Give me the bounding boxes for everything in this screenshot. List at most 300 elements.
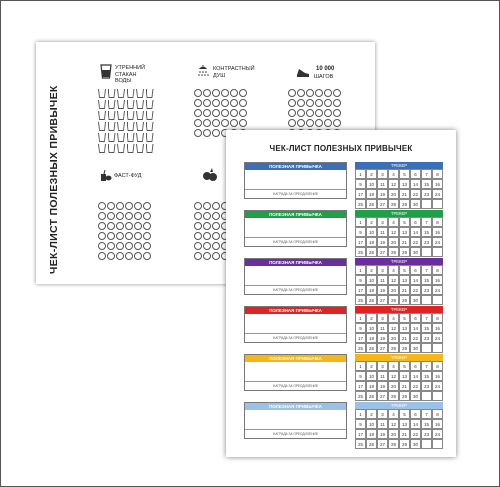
tracker-glass[interactable]: [127, 111, 135, 120]
day-cell[interactable]: 14: [410, 227, 421, 237]
tracker-circle[interactable]: [143, 252, 151, 260]
day-cell[interactable]: 8: [432, 313, 443, 323]
tracker-circle[interactable]: [306, 109, 314, 117]
day-cell[interactable]: 30: [410, 439, 421, 449]
day-cell[interactable]: 19: [377, 285, 388, 295]
day-cell[interactable]: [421, 247, 432, 257]
tracker-glass[interactable]: [117, 111, 125, 120]
day-cell[interactable]: 15: [421, 323, 432, 333]
day-cell[interactable]: 27: [377, 295, 388, 305]
day-cell[interactable]: 2: [366, 409, 377, 419]
tracker-circle[interactable]: [212, 89, 220, 97]
day-cell[interactable]: 7: [421, 265, 432, 275]
tracker-circle[interactable]: [107, 252, 115, 260]
tracker-glass[interactable]: [146, 89, 154, 98]
tracker-circle[interactable]: [288, 119, 296, 127]
day-cell[interactable]: 23: [421, 429, 432, 439]
tracker-circle[interactable]: [134, 242, 142, 250]
day-cell[interactable]: 2: [366, 361, 377, 371]
tracker-circle[interactable]: [143, 202, 151, 210]
day-cell[interactable]: 21: [399, 189, 410, 199]
day-cell[interactable]: [421, 343, 432, 353]
day-cell[interactable]: 25: [355, 295, 366, 305]
tracker-circle[interactable]: [306, 89, 314, 97]
tracker-circle[interactable]: [143, 242, 151, 250]
day-cell[interactable]: 30: [410, 295, 421, 305]
day-cell[interactable]: 4: [388, 361, 399, 371]
tracker-circle[interactable]: [98, 252, 106, 260]
day-cell[interactable]: 13: [399, 227, 410, 237]
day-cell[interactable]: 18: [366, 333, 377, 343]
tracker-circle[interactable]: [125, 232, 133, 240]
day-cell[interactable]: 1: [355, 217, 366, 227]
day-cell[interactable]: 15: [421, 227, 432, 237]
tracker-glass[interactable]: [146, 111, 154, 120]
day-cell[interactable]: 22: [410, 237, 421, 247]
day-cell[interactable]: 12: [388, 419, 399, 429]
tracker-circle[interactable]: [239, 89, 247, 97]
tracker-glass[interactable]: [136, 100, 144, 109]
day-cell[interactable]: 1: [355, 169, 366, 179]
day-cell[interactable]: 15: [421, 371, 432, 381]
day-cell[interactable]: 16: [432, 275, 443, 285]
day-cell[interactable]: 8: [432, 361, 443, 371]
tracker-circle[interactable]: [143, 212, 151, 220]
day-cell[interactable]: 5: [399, 313, 410, 323]
tracker-circle[interactable]: [125, 242, 133, 250]
day-cell[interactable]: 4: [388, 265, 399, 275]
tracker-circle[interactable]: [212, 242, 220, 250]
day-cell[interactable]: 29: [399, 247, 410, 257]
day-cell[interactable]: [432, 199, 443, 209]
day-cell[interactable]: 1: [355, 313, 366, 323]
tracker-glass[interactable]: [108, 144, 116, 153]
tracker-circle[interactable]: [221, 119, 229, 127]
day-cell[interactable]: 26: [366, 199, 377, 209]
day-cell[interactable]: 4: [388, 313, 399, 323]
tracker-circle[interactable]: [203, 252, 211, 260]
day-cell[interactable]: 4: [388, 409, 399, 419]
day-cell[interactable]: 11: [377, 227, 388, 237]
day-cell[interactable]: 14: [410, 275, 421, 285]
tracker-circle[interactable]: [203, 212, 211, 220]
day-cell[interactable]: 11: [377, 179, 388, 189]
habit-box[interactable]: [244, 210, 347, 247]
tracker-circle[interactable]: [306, 99, 314, 107]
day-cell[interactable]: 29: [399, 439, 410, 449]
day-cell[interactable]: 24: [432, 381, 443, 391]
tracker-glass[interactable]: [127, 89, 135, 98]
tracker-circle[interactable]: [194, 212, 202, 220]
tracker-circle[interactable]: [203, 99, 211, 107]
day-cell[interactable]: 13: [399, 419, 410, 429]
tracker-glass[interactable]: [108, 122, 116, 131]
tracker-circle[interactable]: [239, 99, 247, 107]
day-cell[interactable]: 22: [410, 189, 421, 199]
day-cell[interactable]: [421, 439, 432, 449]
day-cell[interactable]: 21: [399, 333, 410, 343]
tracker-circle[interactable]: [324, 89, 332, 97]
day-cell[interactable]: 6: [410, 361, 421, 371]
tracker-circle[interactable]: [134, 222, 142, 230]
tracker-circle[interactable]: [203, 232, 211, 240]
day-cell[interactable]: 10: [366, 371, 377, 381]
day-cell[interactable]: 29: [399, 199, 410, 209]
tracker-circle[interactable]: [324, 119, 332, 127]
day-cell[interactable]: 1: [355, 265, 366, 275]
tracker-circle[interactable]: [194, 129, 202, 137]
tracker-circle[interactable]: [125, 222, 133, 230]
day-cell[interactable]: 22: [410, 381, 421, 391]
tracker-circle[interactable]: [297, 99, 305, 107]
day-cell[interactable]: 3: [377, 409, 388, 419]
day-cell[interactable]: 27: [377, 391, 388, 401]
tracker-circle[interactable]: [194, 232, 202, 240]
day-cell[interactable]: 24: [432, 333, 443, 343]
day-cell[interactable]: 26: [366, 391, 377, 401]
tracker-circle[interactable]: [107, 202, 115, 210]
day-cell[interactable]: 26: [366, 439, 377, 449]
tracker-circle[interactable]: [288, 99, 296, 107]
tracker-circle[interactable]: [194, 202, 202, 210]
tracker-glass[interactable]: [117, 122, 125, 131]
tracker-glass[interactable]: [146, 133, 154, 142]
tracker-circle[interactable]: [297, 89, 305, 97]
tracker-circle[interactable]: [125, 212, 133, 220]
tracker-circle[interactable]: [230, 119, 238, 127]
day-cell[interactable]: 5: [399, 169, 410, 179]
day-cell[interactable]: 8: [432, 409, 443, 419]
tracker-circle[interactable]: [203, 222, 211, 230]
day-cell[interactable]: [432, 391, 443, 401]
day-cell[interactable]: 22: [410, 285, 421, 295]
day-cell[interactable]: 20: [388, 381, 399, 391]
day-cell[interactable]: 10: [366, 179, 377, 189]
day-cell[interactable]: 15: [421, 419, 432, 429]
tracker-glass[interactable]: [136, 144, 144, 153]
habit-box[interactable]: [244, 162, 347, 199]
tracker-circle[interactable]: [239, 109, 247, 117]
tracker-glass[interactable]: [98, 100, 106, 109]
day-cell[interactable]: 16: [432, 179, 443, 189]
day-cell[interactable]: 20: [388, 285, 399, 295]
tracker-glass[interactable]: [127, 100, 135, 109]
day-cell[interactable]: [421, 199, 432, 209]
tracker-circle[interactable]: [324, 109, 332, 117]
day-cell[interactable]: 14: [410, 323, 421, 333]
day-cell[interactable]: 13: [399, 275, 410, 285]
day-cell[interactable]: 20: [388, 429, 399, 439]
day-cell[interactable]: [432, 343, 443, 353]
tracker-glass[interactable]: [108, 111, 116, 120]
tracker-circle[interactable]: [107, 242, 115, 250]
day-cell[interactable]: 24: [432, 189, 443, 199]
day-cell[interactable]: 11: [377, 323, 388, 333]
day-cell[interactable]: 29: [399, 343, 410, 353]
tracker-circle[interactable]: [288, 89, 296, 97]
day-cell[interactable]: 21: [399, 429, 410, 439]
day-cell[interactable]: 26: [366, 247, 377, 257]
tracker-circle[interactable]: [98, 202, 106, 210]
day-cell[interactable]: 18: [366, 237, 377, 247]
tracker-circle[interactable]: [134, 212, 142, 220]
habit-box[interactable]: [244, 354, 347, 391]
tracker-circle[interactable]: [306, 119, 314, 127]
day-cell[interactable]: 23: [421, 381, 432, 391]
tracker-glass[interactable]: [117, 144, 125, 153]
tracker-glass[interactable]: [98, 144, 106, 153]
day-cell[interactable]: 21: [399, 237, 410, 247]
day-cell[interactable]: [421, 295, 432, 305]
day-cell[interactable]: 4: [388, 169, 399, 179]
tracker-circle[interactable]: [230, 89, 238, 97]
tracker-circle[interactable]: [194, 99, 202, 107]
day-cell[interactable]: 19: [377, 237, 388, 247]
tracker-circle[interactable]: [98, 232, 106, 240]
tracker-circle[interactable]: [212, 129, 220, 137]
tracker-circle[interactable]: [194, 242, 202, 250]
tracker-glass[interactable]: [127, 144, 135, 153]
day-cell[interactable]: 3: [377, 169, 388, 179]
day-cell[interactable]: 17: [355, 189, 366, 199]
day-cell[interactable]: 30: [410, 247, 421, 257]
day-cell[interactable]: 21: [399, 381, 410, 391]
day-cell[interactable]: 16: [432, 371, 443, 381]
day-cell[interactable]: 12: [388, 371, 399, 381]
day-cell[interactable]: [432, 295, 443, 305]
tracker-circle[interactable]: [194, 89, 202, 97]
day-cell[interactable]: 19: [377, 429, 388, 439]
day-cell[interactable]: 2: [366, 217, 377, 227]
day-cell[interactable]: 25: [355, 343, 366, 353]
tracker-circle[interactable]: [134, 252, 142, 260]
tracker-circle[interactable]: [98, 242, 106, 250]
day-cell[interactable]: 5: [399, 217, 410, 227]
tracker-circle[interactable]: [203, 202, 211, 210]
day-cell[interactable]: 16: [432, 323, 443, 333]
day-cell[interactable]: 10: [366, 323, 377, 333]
tracker-circle[interactable]: [212, 99, 220, 107]
tracker-circle[interactable]: [230, 109, 238, 117]
day-cell[interactable]: 25: [355, 199, 366, 209]
day-cell[interactable]: 3: [377, 313, 388, 323]
tracker-glass[interactable]: [108, 133, 116, 142]
tracker-circle[interactable]: [116, 212, 124, 220]
tracker-circle[interactable]: [116, 202, 124, 210]
tracker-glass[interactable]: [108, 89, 116, 98]
tracker-circle[interactable]: [203, 89, 211, 97]
day-cell[interactable]: 7: [421, 217, 432, 227]
day-cell[interactable]: 1: [355, 409, 366, 419]
day-cell[interactable]: 10: [366, 227, 377, 237]
tracker-circle[interactable]: [212, 232, 220, 240]
day-cell[interactable]: 11: [377, 275, 388, 285]
tracker-circle[interactable]: [333, 99, 341, 107]
day-cell[interactable]: 8: [432, 169, 443, 179]
day-cell[interactable]: 24: [432, 285, 443, 295]
day-cell[interactable]: 7: [421, 313, 432, 323]
tracker-circle[interactable]: [98, 212, 106, 220]
day-cell[interactable]: 11: [377, 419, 388, 429]
day-cell[interactable]: 10: [366, 275, 377, 285]
tracker-circle[interactable]: [143, 222, 151, 230]
tracker-circle[interactable]: [230, 99, 238, 107]
tracker-circle[interactable]: [315, 99, 323, 107]
day-cell[interactable]: 10: [366, 419, 377, 429]
tracker-circle[interactable]: [212, 119, 220, 127]
day-cell[interactable]: 18: [366, 429, 377, 439]
tracker-circle[interactable]: [288, 109, 296, 117]
day-cell[interactable]: 24: [432, 429, 443, 439]
day-cell[interactable]: 6: [410, 265, 421, 275]
tracker-circle[interactable]: [194, 252, 202, 260]
tracker-circle[interactable]: [203, 119, 211, 127]
tracker-circle[interactable]: [315, 119, 323, 127]
tracker-circle[interactable]: [194, 109, 202, 117]
day-cell[interactable]: 7: [421, 409, 432, 419]
tracker-circle[interactable]: [297, 119, 305, 127]
day-cell[interactable]: 17: [355, 285, 366, 295]
tracker-circle[interactable]: [212, 109, 220, 117]
day-cell[interactable]: 25: [355, 439, 366, 449]
day-cell[interactable]: 16: [432, 419, 443, 429]
day-cell[interactable]: 29: [399, 391, 410, 401]
tracker-circle[interactable]: [107, 232, 115, 240]
tracker-circle[interactable]: [125, 202, 133, 210]
tracker-circle[interactable]: [116, 222, 124, 230]
day-cell[interactable]: 18: [366, 381, 377, 391]
tracker-circle[interactable]: [203, 242, 211, 250]
day-cell[interactable]: 8: [432, 217, 443, 227]
day-cell[interactable]: 22: [410, 333, 421, 343]
day-cell[interactable]: 25: [355, 247, 366, 257]
tracker-glass[interactable]: [146, 100, 154, 109]
day-cell[interactable]: 2: [366, 313, 377, 323]
habit-box[interactable]: [244, 306, 347, 343]
tracker-circle[interactable]: [333, 109, 341, 117]
day-cell[interactable]: 20: [388, 333, 399, 343]
tracker-circle[interactable]: [194, 222, 202, 230]
day-cell[interactable]: 27: [377, 247, 388, 257]
tracker-glass[interactable]: [127, 122, 135, 131]
tracker-circle[interactable]: [194, 119, 202, 127]
day-cell[interactable]: 27: [377, 439, 388, 449]
day-cell[interactable]: 8: [432, 265, 443, 275]
day-cell[interactable]: 23: [421, 237, 432, 247]
day-cell[interactable]: 7: [421, 361, 432, 371]
day-cell[interactable]: 28: [388, 199, 399, 209]
day-cell[interactable]: [432, 247, 443, 257]
tracker-circle[interactable]: [212, 212, 220, 220]
day-cell[interactable]: 15: [421, 179, 432, 189]
day-cell[interactable]: 26: [366, 343, 377, 353]
day-cell[interactable]: 26: [366, 295, 377, 305]
tracker-circle[interactable]: [107, 212, 115, 220]
tracker-circle[interactable]: [212, 202, 220, 210]
tracker-glass[interactable]: [136, 111, 144, 120]
day-cell[interactable]: 14: [410, 419, 421, 429]
habit-box[interactable]: [244, 258, 347, 295]
day-cell[interactable]: 19: [377, 381, 388, 391]
habit-box[interactable]: [244, 402, 347, 439]
tracker-circle[interactable]: [315, 89, 323, 97]
tracker-glass[interactable]: [98, 89, 106, 98]
tracker-circle[interactable]: [333, 89, 341, 97]
day-cell[interactable]: 5: [399, 409, 410, 419]
tracker-glass[interactable]: [127, 133, 135, 142]
tracker-circle[interactable]: [125, 252, 133, 260]
tracker-circle[interactable]: [324, 99, 332, 107]
day-cell[interactable]: 6: [410, 217, 421, 227]
day-cell[interactable]: 12: [388, 227, 399, 237]
day-cell[interactable]: 17: [355, 333, 366, 343]
day-cell[interactable]: 30: [410, 199, 421, 209]
tracker-glass[interactable]: [98, 122, 106, 131]
day-cell[interactable]: 2: [366, 265, 377, 275]
day-cell[interactable]: 12: [388, 179, 399, 189]
tracker-glass[interactable]: [117, 133, 125, 142]
day-cell[interactable]: 19: [377, 333, 388, 343]
tracker-glass[interactable]: [108, 100, 116, 109]
day-cell[interactable]: 19: [377, 189, 388, 199]
tracker-glass[interactable]: [98, 111, 106, 120]
day-cell[interactable]: 14: [410, 179, 421, 189]
day-cell[interactable]: [421, 391, 432, 401]
tracker-circle[interactable]: [221, 109, 229, 117]
tracker-circle[interactable]: [134, 202, 142, 210]
tracker-glass[interactable]: [136, 122, 144, 131]
day-cell[interactable]: 12: [388, 275, 399, 285]
day-cell[interactable]: 13: [399, 371, 410, 381]
day-cell[interactable]: 20: [388, 237, 399, 247]
day-cell[interactable]: 18: [366, 189, 377, 199]
day-cell[interactable]: 4: [388, 217, 399, 227]
day-cell[interactable]: 9: [355, 227, 366, 237]
day-cell[interactable]: 9: [355, 179, 366, 189]
day-cell[interactable]: 5: [399, 361, 410, 371]
day-cell[interactable]: 23: [421, 333, 432, 343]
day-cell[interactable]: 22: [410, 429, 421, 439]
tracker-glass[interactable]: [117, 100, 125, 109]
day-cell[interactable]: 28: [388, 247, 399, 257]
day-cell[interactable]: 9: [355, 419, 366, 429]
day-cell[interactable]: 28: [388, 295, 399, 305]
tracker-glass[interactable]: [136, 89, 144, 98]
day-cell[interactable]: 21: [399, 285, 410, 295]
tracker-circle[interactable]: [116, 242, 124, 250]
tracker-circle[interactable]: [203, 129, 211, 137]
day-cell[interactable]: 30: [410, 343, 421, 353]
day-cell[interactable]: 17: [355, 381, 366, 391]
day-cell[interactable]: 27: [377, 343, 388, 353]
day-cell[interactable]: 6: [410, 313, 421, 323]
day-cell[interactable]: 23: [421, 189, 432, 199]
day-cell[interactable]: 11: [377, 371, 388, 381]
tracker-circle[interactable]: [212, 222, 220, 230]
day-cell[interactable]: 28: [388, 439, 399, 449]
day-cell[interactable]: 13: [399, 179, 410, 189]
day-cell[interactable]: 6: [410, 169, 421, 179]
day-cell[interactable]: 29: [399, 295, 410, 305]
day-cell[interactable]: 28: [388, 391, 399, 401]
day-cell[interactable]: 28: [388, 343, 399, 353]
tracker-circle[interactable]: [333, 119, 341, 127]
day-cell[interactable]: 7: [421, 169, 432, 179]
day-cell[interactable]: 3: [377, 217, 388, 227]
day-cell[interactable]: 30: [410, 391, 421, 401]
day-cell[interactable]: 2: [366, 169, 377, 179]
day-cell[interactable]: 9: [355, 275, 366, 285]
